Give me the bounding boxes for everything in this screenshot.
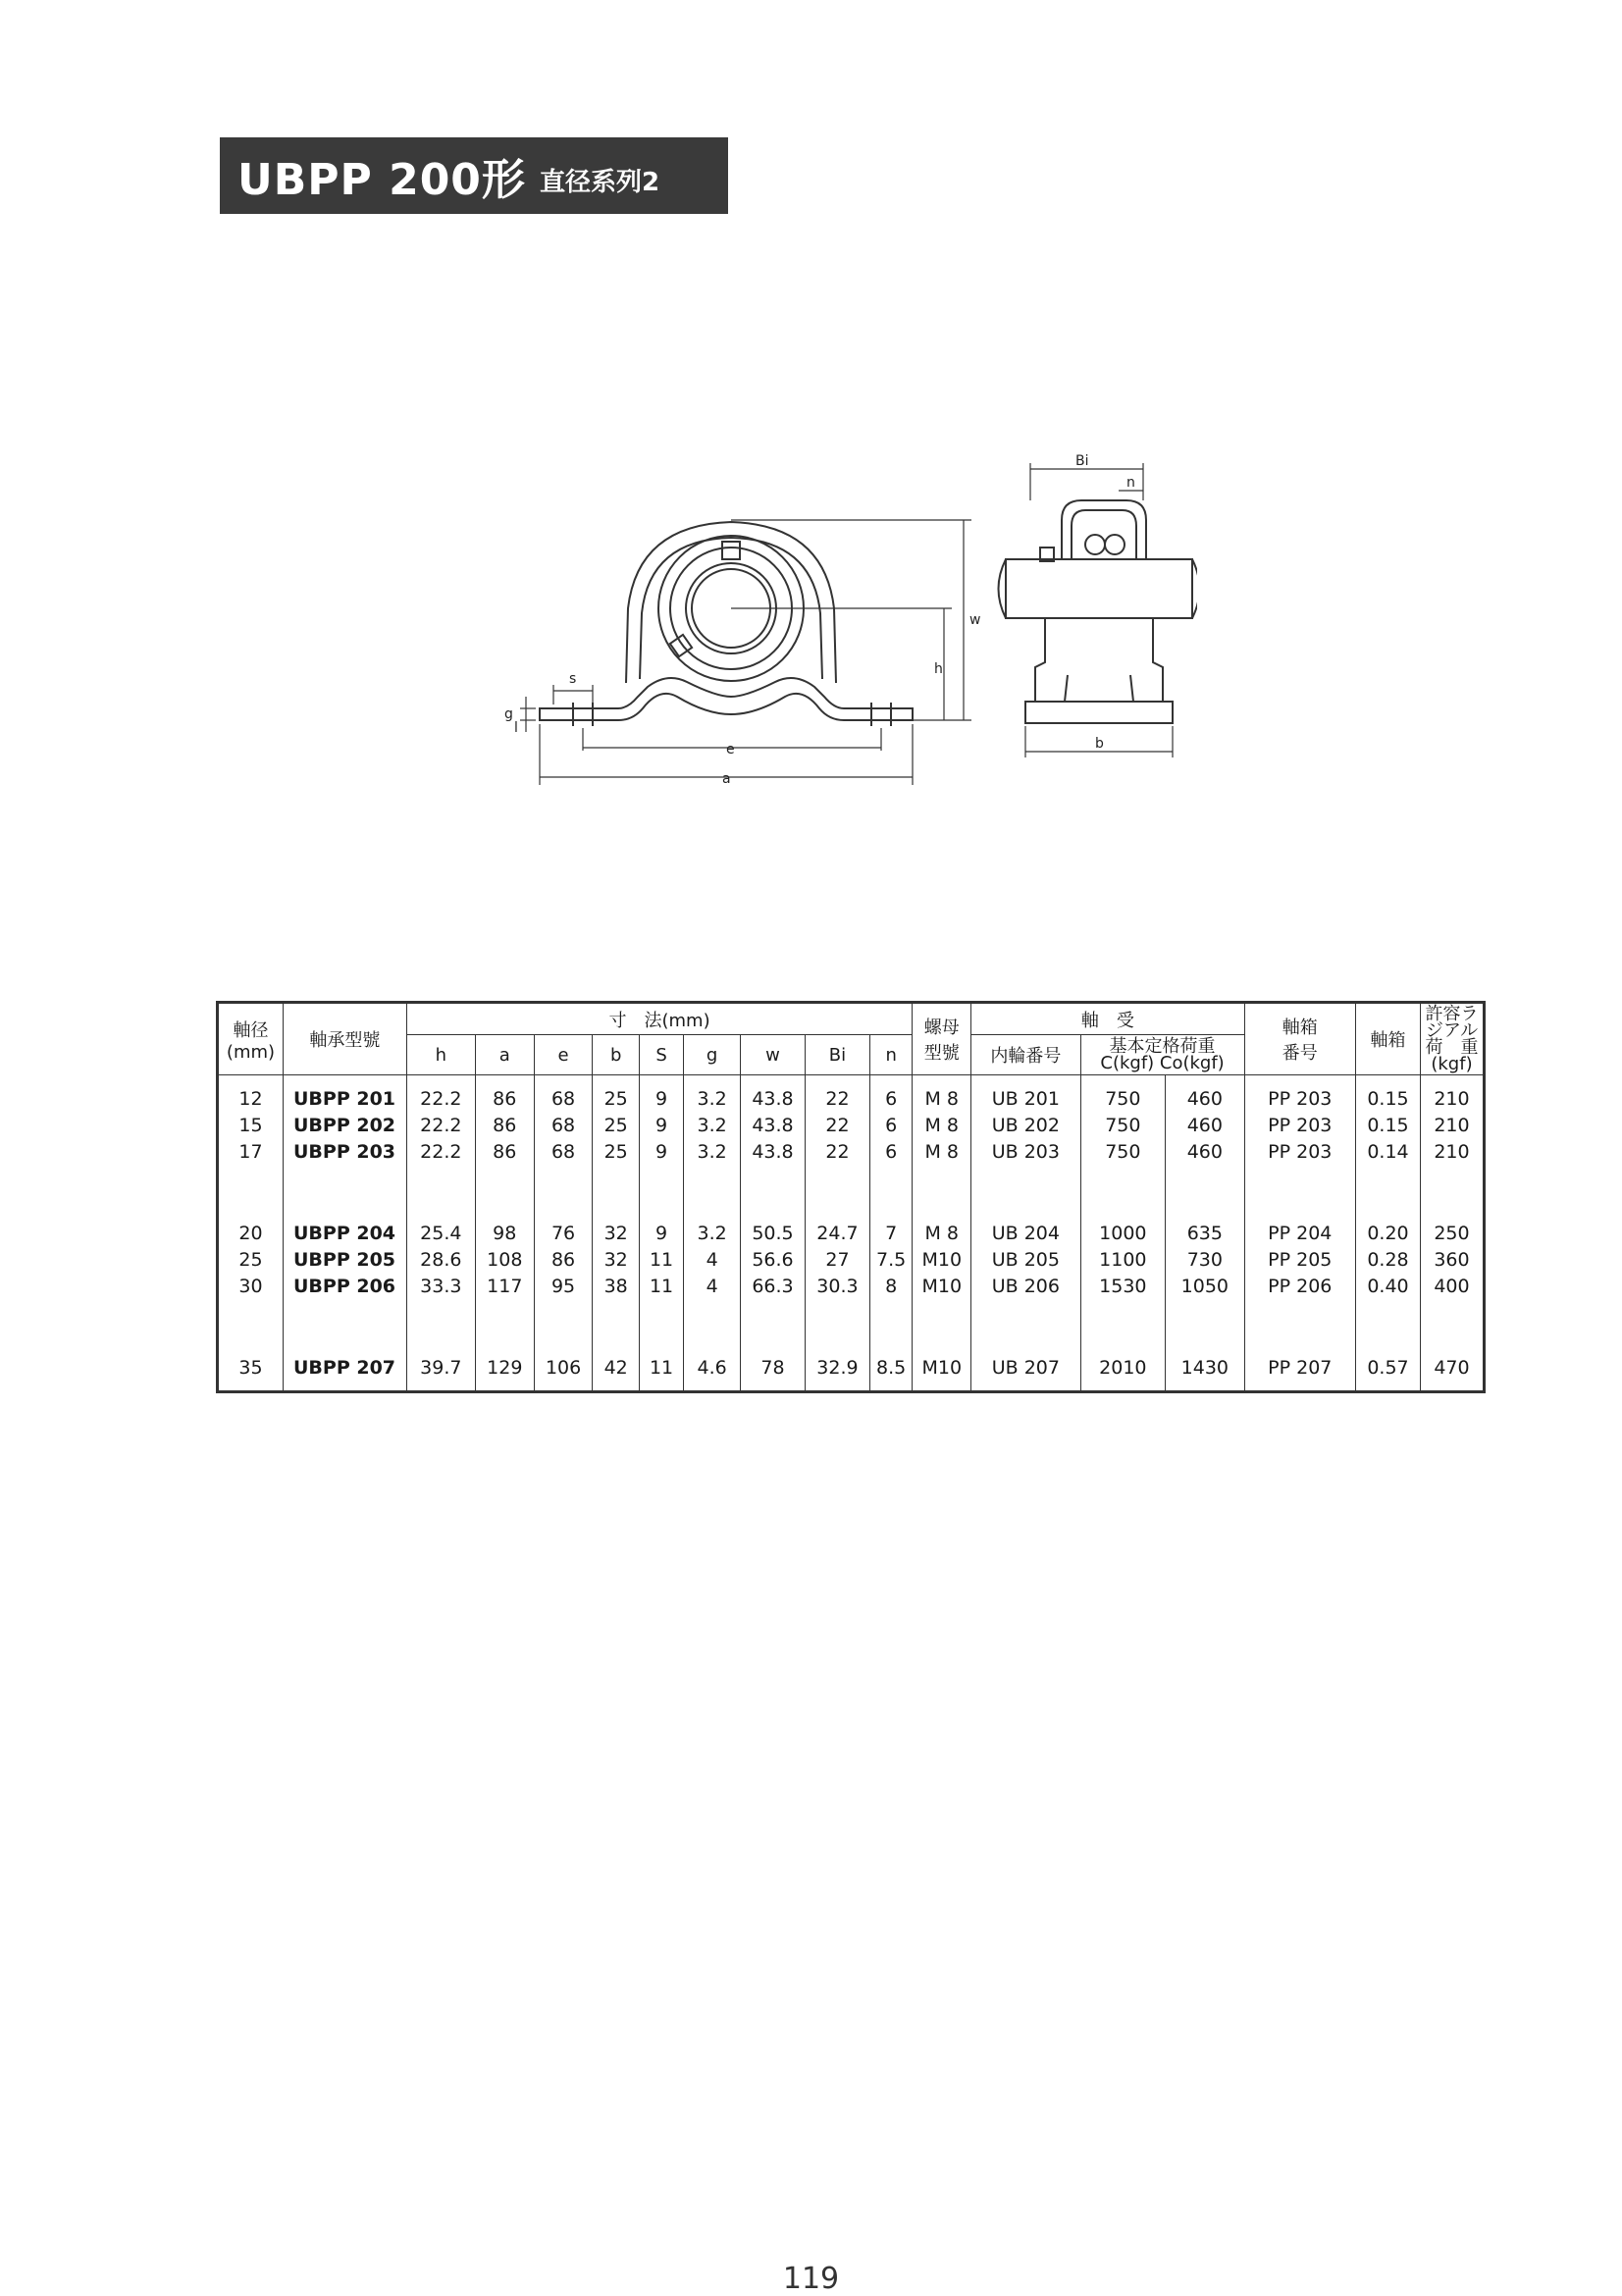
table-spacer-cell (1166, 1192, 1244, 1220)
dim-label-g: g (504, 706, 513, 722)
table-cell: UBPP 203 (283, 1138, 406, 1165)
table-cell: 0.20 (1355, 1220, 1420, 1246)
table-spacer-cell (805, 1165, 869, 1192)
table-cell: 635 (1166, 1220, 1244, 1246)
table-spacer-cell (1420, 1299, 1483, 1327)
table-cell: UB 201 (971, 1075, 1080, 1113)
table-cell: 43.8 (740, 1075, 805, 1113)
table-cell: 9 (639, 1220, 683, 1246)
table-cell: 6 (869, 1138, 912, 1165)
table-spacer-cell (475, 1327, 534, 1354)
table-spacer-cell (971, 1165, 1080, 1192)
table-cell: M 8 (913, 1220, 971, 1246)
table-cell: 11 (639, 1273, 683, 1299)
table-cell: 25.4 (406, 1220, 475, 1246)
table-cell: 42 (593, 1354, 639, 1391)
table-spacer-cell (684, 1165, 741, 1192)
table-cell: 86 (475, 1112, 534, 1138)
table-cell: 730 (1166, 1246, 1244, 1273)
table-spacer-cell (869, 1327, 912, 1354)
page-subtitle: 直径系列2 (539, 167, 660, 197)
table-cell: 56.6 (740, 1246, 805, 1273)
table-spacer-cell (913, 1165, 971, 1192)
th-n: n (869, 1035, 912, 1075)
table-spacer-cell (1244, 1165, 1355, 1192)
table-cell: UB 203 (971, 1138, 1080, 1165)
table-cell: 460 (1166, 1138, 1244, 1165)
table-cell: 3.2 (684, 1075, 741, 1113)
table-cell: 32 (593, 1246, 639, 1273)
page-title: UBPP 200形 (237, 155, 526, 205)
table-cell: PP 204 (1244, 1220, 1355, 1246)
table-cell: 129 (475, 1354, 534, 1391)
table-spacer-cell (406, 1192, 475, 1220)
table-spacer-cell (639, 1165, 683, 1192)
table-cell: 86 (475, 1075, 534, 1113)
title-bar (220, 137, 728, 214)
table-cell: 68 (534, 1112, 593, 1138)
table-spacer-cell (684, 1192, 741, 1220)
table-cell: 78 (740, 1354, 805, 1391)
table-row (219, 1112, 1484, 1138)
table-spacer-cell (475, 1165, 534, 1192)
th-nut: 螺母 型號 (913, 1004, 971, 1075)
table-spacer-cell (1166, 1299, 1244, 1327)
table-cell: PP 203 (1244, 1138, 1355, 1165)
table-spacer-cell (1166, 1327, 1244, 1354)
table-cell: 95 (534, 1273, 593, 1299)
table-cell: UBPP 201 (283, 1075, 406, 1113)
table-cell: 3.2 (684, 1138, 741, 1165)
table-spacer-row (219, 1165, 1484, 1192)
bearing-drawing (491, 451, 1197, 795)
th-dims: 寸 法(mm) (406, 1004, 913, 1035)
table-cell: 43.8 (740, 1112, 805, 1138)
table-cell: 0.14 (1355, 1138, 1420, 1165)
table-row (219, 1246, 1484, 1273)
table-spacer-cell (971, 1192, 1080, 1220)
table-cell: UBPP 205 (283, 1246, 406, 1273)
table-cell: 0.28 (1355, 1246, 1420, 1273)
table-spacer-cell (1355, 1327, 1420, 1354)
table-spacer-cell (913, 1299, 971, 1327)
header-row-1 (219, 1004, 1484, 1035)
table-cell: M 8 (913, 1075, 971, 1113)
table-cell: 30.3 (805, 1273, 869, 1299)
table-cell: UBPP 206 (283, 1273, 406, 1299)
table-cell: 25 (593, 1112, 639, 1138)
th-housing-2: 軸箱 (1355, 1004, 1420, 1075)
table-spacer-cell (684, 1299, 741, 1327)
table-spacer-cell (534, 1192, 593, 1220)
table-cell: 360 (1420, 1246, 1483, 1273)
table-spacer-cell (534, 1327, 593, 1354)
table-spacer-cell (534, 1299, 593, 1327)
table-spacer-cell (805, 1299, 869, 1327)
table-cell: M 8 (913, 1112, 971, 1138)
table-spacer-cell (534, 1165, 593, 1192)
th-b: b (593, 1035, 639, 1075)
table-spacer-cell (740, 1192, 805, 1220)
table-cell: 86 (534, 1246, 593, 1273)
table-spacer-cell (869, 1299, 912, 1327)
table-cell: 27 (805, 1246, 869, 1273)
table-cell: 7 (869, 1220, 912, 1246)
table-spacer-cell (475, 1192, 534, 1220)
side-view (999, 500, 1198, 723)
table-cell: 43.8 (740, 1138, 805, 1165)
table-cell: 210 (1420, 1075, 1483, 1113)
th-model: 軸承型號 (283, 1004, 406, 1075)
table-spacer-cell (283, 1299, 406, 1327)
table-cell: 12 (219, 1075, 284, 1113)
table-cell: 1430 (1166, 1354, 1244, 1391)
table-spacer-cell (740, 1327, 805, 1354)
dim-label-a: a (722, 771, 731, 787)
table-row (219, 1273, 1484, 1299)
table-cell: 76 (534, 1220, 593, 1246)
table-cell: 0.15 (1355, 1075, 1420, 1113)
front-dimensions (520, 520, 971, 785)
table-cell: 22 (805, 1075, 869, 1113)
table-cell: 25 (593, 1075, 639, 1113)
table-cell: PP 203 (1244, 1112, 1355, 1138)
table-cell: 22.2 (406, 1138, 475, 1165)
table-cell: 750 (1080, 1112, 1166, 1138)
table-spacer-cell (1244, 1327, 1355, 1354)
table-cell: 106 (534, 1354, 593, 1391)
dim-label-b: b (1095, 736, 1104, 752)
table-cell: PP 207 (1244, 1354, 1355, 1391)
table-spacer-cell (913, 1327, 971, 1354)
table-cell: 68 (534, 1075, 593, 1113)
table-spacer-cell (639, 1327, 683, 1354)
table-cell: 24.7 (805, 1220, 869, 1246)
table-cell: PP 205 (1244, 1246, 1355, 1273)
table-spacer-cell (475, 1299, 534, 1327)
th-basic-load: 基本定格荷重 C(kgf) Co(kgf) (1080, 1035, 1244, 1075)
table-cell: 22.2 (406, 1112, 475, 1138)
table-cell: 1000 (1080, 1220, 1166, 1246)
table-cell: UBPP 204 (283, 1220, 406, 1246)
table-cell: UBPP 207 (283, 1354, 406, 1391)
dim-label-n: n (1126, 475, 1135, 491)
th-a: a (475, 1035, 534, 1075)
table-spacer-cell (1080, 1165, 1166, 1192)
dim-label-e: e (726, 742, 735, 757)
table-cell: 4 (684, 1246, 741, 1273)
th-g: g (684, 1035, 741, 1075)
table-cell: 50.5 (740, 1220, 805, 1246)
table-cell: 750 (1080, 1075, 1166, 1113)
table-cell: 22.2 (406, 1075, 475, 1113)
table-spacer-cell (971, 1299, 1080, 1327)
table-spacer-cell (1244, 1192, 1355, 1220)
dim-label-bi: Bi (1075, 453, 1089, 469)
table-cell: 15 (219, 1112, 284, 1138)
table-cell: M 8 (913, 1138, 971, 1165)
table-cell: 3.2 (684, 1220, 741, 1246)
table-spacer-cell (219, 1299, 284, 1327)
table-cell: 22 (805, 1112, 869, 1138)
table-cell: 0.15 (1355, 1112, 1420, 1138)
table-spacer-cell (406, 1165, 475, 1192)
th-h: h (406, 1035, 475, 1075)
table-cell: 30 (219, 1273, 284, 1299)
spec-table-body (219, 1075, 1484, 1391)
table-spacer-cell (684, 1327, 741, 1354)
table-cell: 39.7 (406, 1354, 475, 1391)
table-cell: 9 (639, 1075, 683, 1113)
table-spacer-row (219, 1327, 1484, 1354)
th-bi: Bi (805, 1035, 869, 1075)
table-cell: 1050 (1166, 1273, 1244, 1299)
table-spacer-cell (869, 1165, 912, 1192)
table-spacer-cell (639, 1192, 683, 1220)
table-spacer-cell (1420, 1165, 1483, 1192)
table-cell: 20 (219, 1220, 284, 1246)
table-cell: 25 (593, 1138, 639, 1165)
th-housing: 軸箱 番号 (1244, 1004, 1355, 1075)
page-number: 119 (782, 2262, 840, 2296)
table-cell: 210 (1420, 1112, 1483, 1138)
table-cell: 98 (475, 1220, 534, 1246)
dim-label-l: l (514, 720, 518, 736)
table-cell: 1530 (1080, 1273, 1166, 1299)
table-cell: 460 (1166, 1075, 1244, 1113)
table-cell: 0.57 (1355, 1354, 1420, 1391)
table-spacer-cell (740, 1299, 805, 1327)
front-view (540, 522, 913, 726)
spec-table (218, 1003, 1484, 1391)
table-cell: UB 207 (971, 1354, 1080, 1391)
table-cell: 1100 (1080, 1246, 1166, 1273)
table-cell: UB 206 (971, 1273, 1080, 1299)
table-cell: 750 (1080, 1138, 1166, 1165)
table-cell: 28.6 (406, 1246, 475, 1273)
table-cell: 2010 (1080, 1354, 1166, 1391)
dim-label-s: s (569, 671, 577, 687)
table-cell: 470 (1420, 1354, 1483, 1391)
table-cell: PP 206 (1244, 1273, 1355, 1299)
table-cell: 0.40 (1355, 1273, 1420, 1299)
table-spacer-cell (593, 1299, 639, 1327)
table-cell: 32 (593, 1220, 639, 1246)
table-spacer-cell (913, 1192, 971, 1220)
table-cell: 460 (1166, 1112, 1244, 1138)
table-spacer-row (219, 1192, 1484, 1220)
table-cell: 68 (534, 1138, 593, 1165)
th-w: w (740, 1035, 805, 1075)
table-cell: UB 205 (971, 1246, 1080, 1273)
table-spacer-cell (1355, 1299, 1420, 1327)
dim-label-w: w (969, 612, 981, 628)
table-cell: 17 (219, 1138, 284, 1165)
th-s: S (639, 1035, 683, 1075)
table-spacer-row (219, 1299, 1484, 1327)
table-spacer-cell (805, 1192, 869, 1220)
spec-table-wrap (218, 1003, 1484, 1415)
table-spacer-cell (593, 1327, 639, 1354)
table-cell: 9 (639, 1112, 683, 1138)
table-cell: 8 (869, 1273, 912, 1299)
table-cell: 11 (639, 1354, 683, 1391)
table-spacer-cell (219, 1165, 284, 1192)
table-row (219, 1138, 1484, 1165)
table-spacer-cell (869, 1192, 912, 1220)
table-cell: 11 (639, 1246, 683, 1273)
table-cell: M10 (913, 1246, 971, 1273)
table-spacer-cell (971, 1327, 1080, 1354)
th-inner-ring: 内輪番号 (971, 1035, 1080, 1075)
table-cell: 33.3 (406, 1273, 475, 1299)
table-spacer-cell (1166, 1165, 1244, 1192)
table-spacer-cell (283, 1192, 406, 1220)
side-dimensions (1025, 463, 1173, 757)
table-cell: 4.6 (684, 1354, 741, 1391)
table-cell: 32.9 (805, 1354, 869, 1391)
dim-label-h: h (934, 661, 943, 677)
table-spacer-cell (639, 1299, 683, 1327)
table-row (219, 1220, 1484, 1246)
table-cell: 117 (475, 1273, 534, 1299)
table-cell: 7.5 (869, 1246, 912, 1273)
th-allowable-load: 許容ラ ジアル 荷 重 (kgf) (1420, 1004, 1483, 1075)
table-spacer-cell (805, 1327, 869, 1354)
th-e: e (534, 1035, 593, 1075)
table-cell: 4 (684, 1273, 741, 1299)
table-cell: 8.5 (869, 1354, 912, 1391)
table-cell: M10 (913, 1273, 971, 1299)
table-spacer-cell (1080, 1327, 1166, 1354)
table-spacer-cell (593, 1192, 639, 1220)
table-spacer-cell (406, 1327, 475, 1354)
table-row (219, 1354, 1484, 1391)
table-spacer-cell (283, 1165, 406, 1192)
table-cell: UBPP 202 (283, 1112, 406, 1138)
table-cell: 3.2 (684, 1112, 741, 1138)
table-spacer-cell (593, 1165, 639, 1192)
table-spacer-cell (1355, 1192, 1420, 1220)
table-spacer-cell (1420, 1192, 1483, 1220)
table-spacer-cell (1355, 1165, 1420, 1192)
table-row (219, 1075, 1484, 1113)
table-cell: UB 202 (971, 1112, 1080, 1138)
table-spacer-cell (1244, 1299, 1355, 1327)
table-cell: 35 (219, 1354, 284, 1391)
table-spacer-cell (219, 1327, 284, 1354)
table-spacer-cell (1080, 1299, 1166, 1327)
table-cell: 66.3 (740, 1273, 805, 1299)
table-cell: UB 204 (971, 1220, 1080, 1246)
table-cell: 38 (593, 1273, 639, 1299)
table-spacer-cell (283, 1327, 406, 1354)
table-spacer-cell (740, 1165, 805, 1192)
table-cell: 25 (219, 1246, 284, 1273)
table-cell: 86 (475, 1138, 534, 1165)
table-cell: 400 (1420, 1273, 1483, 1299)
table-cell: 250 (1420, 1220, 1483, 1246)
table-cell: 6 (869, 1075, 912, 1113)
table-cell: PP 203 (1244, 1075, 1355, 1113)
table-spacer-cell (1420, 1327, 1483, 1354)
table-cell: 108 (475, 1246, 534, 1273)
table-cell: M10 (913, 1354, 971, 1391)
table-spacer-cell (219, 1192, 284, 1220)
table-spacer-cell (406, 1299, 475, 1327)
table-spacer-cell (1080, 1192, 1166, 1220)
table-cell: 6 (869, 1112, 912, 1138)
table-cell: 9 (639, 1138, 683, 1165)
table-cell: 210 (1420, 1138, 1483, 1165)
th-bearing: 軸 受 (971, 1004, 1244, 1035)
th-shaft-dia: 軸径 (mm) (219, 1004, 284, 1075)
table-cell: 22 (805, 1138, 869, 1165)
